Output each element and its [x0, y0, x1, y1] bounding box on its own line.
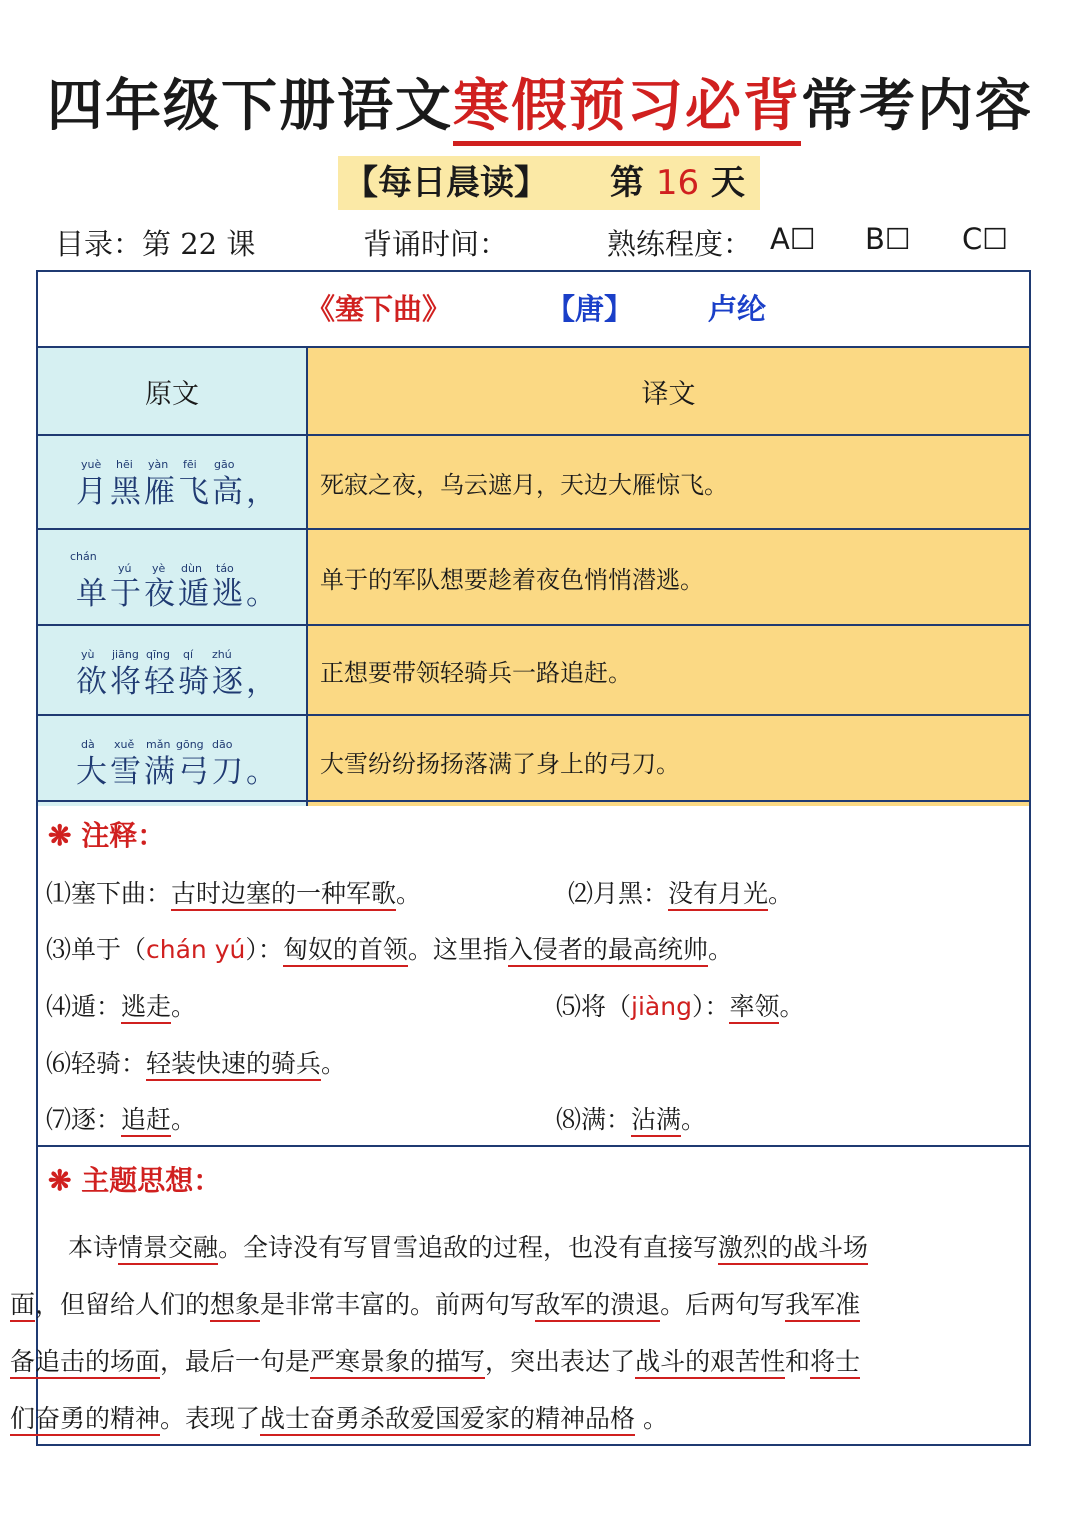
pinyin: yú	[118, 562, 132, 575]
daily-reading-banner	[338, 156, 760, 210]
pinyin: yù	[81, 648, 95, 661]
pinyin: táo	[216, 562, 234, 575]
table-row	[38, 625, 1029, 715]
pinyin: dāo	[212, 738, 233, 751]
original-line: 单于夜遁逃。	[76, 576, 280, 612]
pinyin: mǎn	[146, 738, 171, 751]
notes-heading: ❋ 注释：	[48, 819, 166, 852]
poem-dynasty: 【唐】	[546, 292, 634, 326]
title-suffix: 常考内容	[801, 73, 1033, 139]
option-b-checkbox[interactable]: B☐	[865, 222, 911, 256]
translation-line: 死寂之夜，乌云遮月，天边大雁惊飞。	[307, 435, 1029, 529]
pinyin: yàn	[148, 458, 169, 471]
table-row	[38, 435, 1029, 529]
pinyin: qí	[183, 648, 194, 661]
theme-line-2: 面，但留给人们的想象是非常丰富的。前两句写敌军的溃退。后两句写我军准	[10, 1285, 860, 1321]
poem-title: 《塞下曲》	[306, 292, 452, 326]
table-row	[38, 529, 1029, 625]
note-7: ⑺逐：追赶。	[46, 1100, 196, 1136]
translation-line: 正想要带领轻骑兵一路追赶。	[307, 625, 1029, 715]
pinyin: chán	[70, 550, 97, 563]
pinyin: fēi	[183, 458, 197, 471]
original-line: 大雪满弓刀。	[76, 754, 280, 790]
pinyin: dà	[81, 738, 95, 751]
lesson-label: 目录：第 22 课	[55, 227, 256, 261]
option-c-checkbox[interactable]: C☐	[962, 222, 1009, 256]
theme-line-3: 备追击的场面，最后一句是严寒景象的描写，突出表达了战斗的艰苦性和将士	[10, 1342, 860, 1378]
poem-header	[38, 272, 1029, 346]
pinyin: xuě	[114, 738, 135, 751]
table-row	[38, 715, 1029, 806]
header-translation: 译文	[307, 347, 1029, 435]
pinyin: gāo	[214, 458, 235, 471]
day-prefix: 第	[610, 163, 644, 203]
note-2: ⑵月黑：没有月光。	[568, 874, 793, 910]
morning-label: 【每日晨读】	[344, 163, 548, 203]
proficiency-label: 熟练程度：	[607, 227, 753, 261]
table-header-row	[38, 347, 1029, 435]
note-1: ⑴塞下曲：古时边塞的一种军歌。	[46, 874, 421, 910]
title-highlight: 寒假预习必背	[453, 73, 801, 146]
pinyin: qīng	[146, 648, 170, 661]
day-suffix: 天	[710, 163, 745, 203]
pinyin: dùn	[181, 562, 202, 575]
page-title	[0, 62, 1080, 142]
note-6: ⑹轻骑：轻装快速的骑兵。	[46, 1044, 346, 1080]
note-5: ⑸将（jiàng）：率领。	[556, 987, 805, 1023]
theme-line-4: 们奋勇的精神。表现了战士奋勇杀敌爱国爱家的精神品格 。	[10, 1399, 668, 1435]
translation-line: 单于的军队想要趁着夜色悄悄潜逃。	[307, 529, 1029, 625]
poem-author: 卢纶	[708, 292, 767, 326]
pinyin: yuè	[81, 458, 102, 471]
day-number: 16	[655, 163, 700, 203]
header-original: 原文	[38, 347, 307, 435]
pinyin: hēi	[116, 458, 133, 471]
note-4: ⑷遁：逃走。	[46, 987, 196, 1023]
original-line: 月黑雁飞高，	[76, 474, 280, 510]
pinyin: zhú	[212, 648, 232, 661]
content-box	[36, 270, 1031, 1446]
theme-heading: ❋ 主题思想：	[48, 1164, 222, 1197]
recite-time-label: 背诵时间：	[363, 227, 509, 261]
option-a-checkbox[interactable]: A☐	[770, 222, 816, 256]
pinyin: yè	[152, 562, 166, 575]
notes-section	[38, 800, 1029, 1147]
pinyin: gōng	[176, 738, 204, 751]
note-8: ⑻满：沾满。	[556, 1100, 706, 1136]
title-prefix: 四年级下册语文	[47, 73, 453, 139]
pinyin: jiāng	[112, 648, 139, 661]
note-3: ⑶单于（chán yú）：匈奴的首领。这里指入侵者的最高统帅。	[46, 930, 733, 966]
poem-table	[38, 346, 1029, 806]
original-line: 欲将轻骑逐，	[76, 664, 280, 700]
translation-line: 大雪纷纷扬扬落满了身上的弓刀。	[307, 715, 1029, 806]
theme-line-1: 本诗情景交融。全诗没有写冒雪追敌的过程，也没有直接写激烈的战斗场	[68, 1228, 868, 1264]
